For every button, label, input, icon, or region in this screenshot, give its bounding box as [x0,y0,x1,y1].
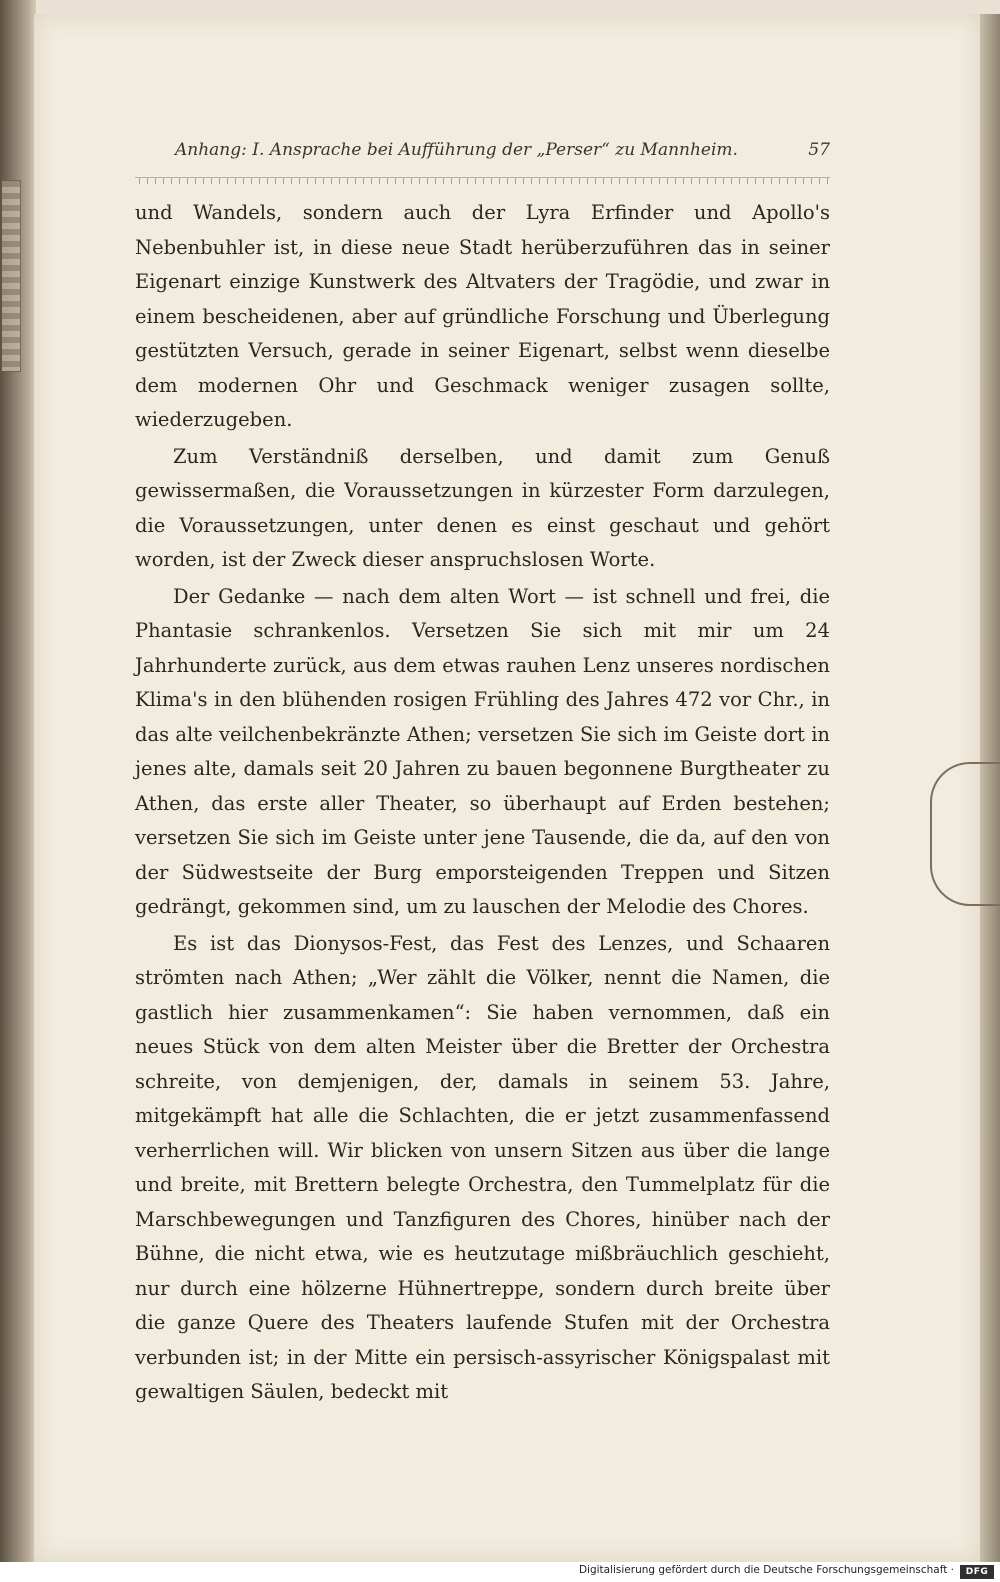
dfg-logo: DFG [960,1565,994,1579]
paragraph: und Wandels, sondern auch der Lyra Erfinder und Apollo's Nebenbuhler ist, in diese neue Stadt herüberzuführen das in seiner Eigenart einzige Kunstwerk des Altvaters der Tragödie, und zwar in einem bescheidenen, aber auf gründliche Forschung und Überlegung gestützten Versuch, gerade in seiner Eigenart, selbst wenn dieselbe dem modernen Ohr und Geschmack weniger zusagen sollte, wiederzugeben. [135,201,830,431]
digitization-footer [0,1562,1000,1582]
thumb-index-cutout [930,762,1000,906]
left-page-edge [0,0,36,1562]
header-rule [135,177,830,184]
paragraph: Der Gedanke — nach dem alten Wort — ist schnell und frei, die Phantasie schrankenlos. Versetzen Sie sich mit mir um 24 Jahrhunderte zurück, aus dem etwas rauhen Lenz unseres nordischen Klima's in den blühenden rosigen Frühling des Jahres 472 vor Chr., in das alte veilchenbekränzte Athen; versetzen Sie sich im Geiste dort in jenes alte, damals seit 20 Jahren zu bauen begonnene Burgtheater zu Athen, das erste aller Theater, so überhaupt auf Erden bestehen; versetzen Sie sich im Geiste unter jene Tausende, die da, auf den von der Südwestseite der Burg emporsteigenden Treppen und Sitzen gedrängt, gekommen sind, um zu lauschen der Melodie des Chores. [135,584,830,918]
digitization-note: Digitalisierung gefördert durch die Deutsche Forschungsgemeinschaft · [578,1564,954,1576]
page-number: 57 [808,140,830,160]
paragraph: Es ist das Dionysos-Fest, das Fest des Lenzes, und Schaaren strömten nach Athen; „Wer zählt die Völker, nennt die Namen, die gastlich hier zusammenkamen“: Sie haben vernommen, daß ein neues Stück von dem alten Meister über die Bretter der Orchestra schreite, von demjenigen, der, damals in seinem 53. Jahre, mitgekämpft hat alle die Schlachten, die er jetzt zusammenfassend verherrlichen will. Wir blicken von unsern Sitzen aus über die lange und breite, mit Brettern belegte Orchestra, den Tummelplatz für die Marschbewegungen und Tanzfiguren des Chores, hinüber nach der Bühne, die nicht etwa, wie es heutzutage mißbräuchlich geschieht, nur durch eine hölzerne Hühnertreppe, sondern durch breite über die ganze Quere des Theaters laufende Stufen mit der Orchestra verbunden ist; in der Mitte ein persisch-assyrischer Königspalast mit gewaltigen Säulen, bedeckt mit [135,931,830,1403]
paragraph: Zum Verständniß derselben, und damit zum Genuß gewissermaßen, die Voraussetzungen in kürzester Form darzulegen, die Voraussetzungen, unter denen es einst geschaut und gehört worden, ist der Zweck dieser anspruchslosen Worte. [135,444,830,571]
running-title: Anhang: I. Ansprache bei Aufführung der „Perser“ zu Mannheim. [175,140,738,160]
running-header [175,140,830,170]
body-text [135,196,830,1410]
left-page-ornament [2,180,21,372]
